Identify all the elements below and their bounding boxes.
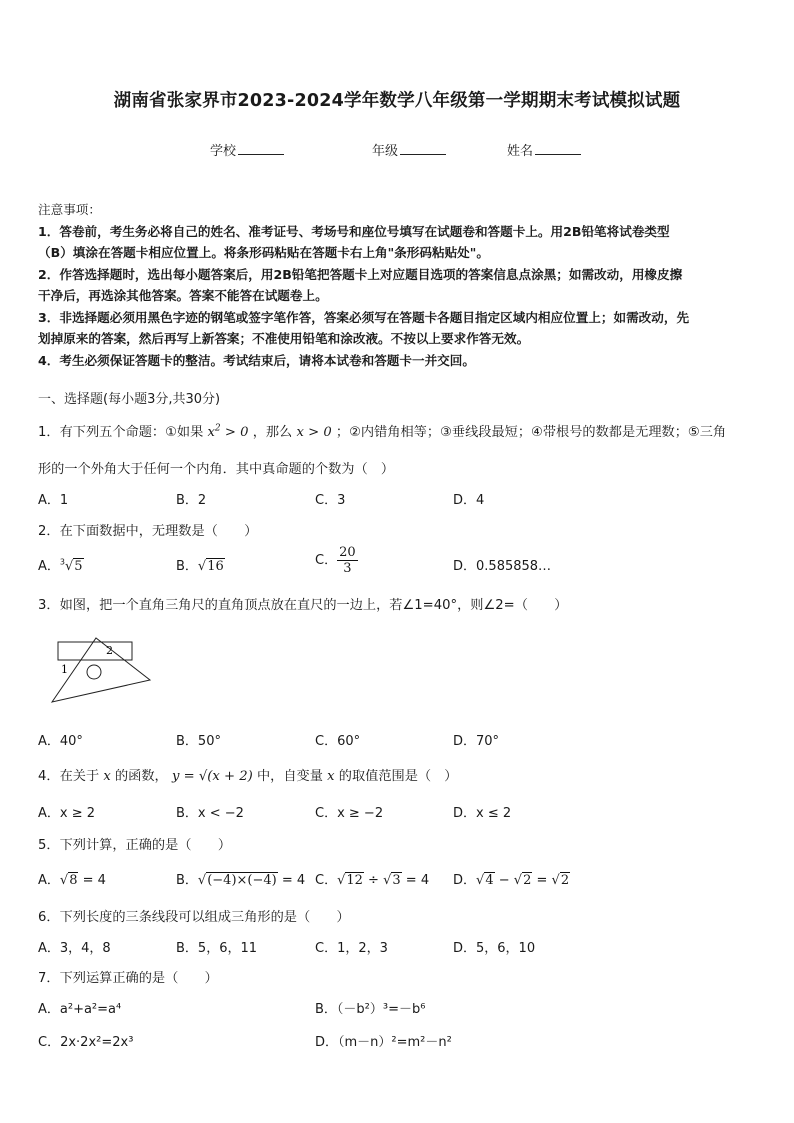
q2-c-fraction — [337, 545, 358, 576]
q6-option-a[interactable]: A．3，4，8 — [38, 941, 111, 956]
q4-stem-d: 的取值范围是（ ） — [338, 769, 458, 784]
q3-option-c[interactable]: C．60° — [315, 734, 361, 749]
q1-option-b[interactable]: B．2 — [176, 493, 207, 508]
q2-a-index: 3 — [59, 557, 65, 567]
q2-d-label: D． — [453, 559, 477, 574]
q2-b-label: B． — [176, 559, 198, 574]
q4-stem-a: 4．在关于 — [38, 769, 100, 784]
notice-item-3: 3．非选择题必须用黑色字迹的钢笔或签字笔作答，答案必须写在答题卡各题目指定区域内相应位置上；如需改动，先 — [38, 309, 690, 325]
name-label: 姓名 — [507, 144, 534, 159]
q7-option-a[interactable]: A．a²+a²=a⁴ — [38, 1002, 122, 1017]
q5-c-radicand-1: 12 — [346, 873, 363, 888]
q4-option-c[interactable]: C．x ≥ −2 — [315, 806, 384, 821]
q7-option-d[interactable]: D．（m－n）²=m²－n² — [315, 1035, 452, 1050]
q5-d-radicand-1: 4 — [485, 873, 494, 888]
q2-option-b[interactable]: B．√16 — [176, 559, 224, 574]
q1-option-a[interactable]: A．1 — [38, 493, 69, 508]
notice-item-1-cont: （B）填涂在答题卡相应位置上。将条形码粘贴在答题卡右上角"条形码粘贴处"。 — [38, 245, 489, 260]
question-3: 3．如图，把一个直角三角尺的直角顶点放在直尺的一边上，若∠1=40°，则∠2=（ ） — [38, 598, 568, 613]
notice-item-3-cont: 划掉原来的答案，然后再写上新答案；不准使用铅笔和涂改液。不按以上要求作答无效。 — [38, 331, 530, 346]
q2-c-label: C． — [315, 553, 338, 568]
q1-stem-b: ，那么 — [252, 425, 293, 440]
q5-d-radicand-3: 2 — [560, 873, 570, 888]
q3-option-d[interactable]: D．70° — [453, 734, 500, 749]
q4-function: y = √(x + 2) — [171, 769, 253, 784]
q5-b-radicand: (−4)×(−4) — [207, 873, 277, 888]
triangle-hole — [87, 665, 101, 679]
section-heading: 一、选择题(每小题3分,共30分) — [38, 392, 221, 407]
q5-option-a[interactable]: A．√8 = 4 — [38, 873, 106, 888]
q1-stem-a: 1．有下列五个命题：①如果 — [38, 425, 204, 440]
q4-stem-b: 的函数， — [114, 769, 168, 784]
q5-a-radicand: 8 — [69, 873, 78, 888]
grade-field — [372, 140, 446, 159]
q4-stem-c: 中，自变量 — [256, 769, 323, 784]
q3-option-a[interactable]: A．40° — [38, 734, 83, 749]
q2-a-radicand: 5 — [74, 559, 83, 574]
q5-d-label: D． — [453, 873, 477, 888]
page-title: 湖南省张家界市2023-2024学年数学八年级第一学期期末考试模拟试题 — [113, 91, 681, 111]
angle-2-label: 2 — [106, 644, 113, 657]
q5-option-d[interactable]: D．√4 − √2 = √2 — [453, 873, 570, 888]
grade-label: 年级 — [372, 144, 399, 159]
q6-option-c[interactable]: C．1，2，3 — [315, 941, 388, 956]
name-blank[interactable] — [535, 141, 581, 155]
q5-d-op: − — [494, 873, 514, 888]
q2-option-a[interactable]: A．$^3$√5 — [38, 557, 83, 574]
q2-c-numerator: 20 — [339, 545, 356, 560]
q2-option-d[interactable] — [453, 555, 551, 574]
q5-b-label: B． — [176, 873, 198, 888]
notice-item-2: 2．作答选择题时，选出每小题答案后，用2B铅笔把答题卡上对应题目选项的答案信息点涂黑；如需改动，用橡皮擦 — [38, 266, 683, 282]
q5-c-radicand-2: 3 — [392, 873, 401, 888]
q7-option-c[interactable]: C．2x·2x²=2x³ — [38, 1035, 134, 1050]
name-field — [507, 140, 581, 159]
q1-option-d[interactable]: D．4 — [453, 493, 485, 508]
q3-option-b[interactable]: B．50° — [176, 734, 221, 749]
q5-a-rest: = 4 — [78, 873, 106, 888]
q1-stem-line2: 形的一个外角大于任何一个内角．其中真命题的个数为（ ） — [38, 462, 395, 477]
q5-c-rest: = 4 — [401, 873, 430, 888]
q5-option-b[interactable]: B．√(−4)×(−4) = 4 — [176, 873, 306, 888]
q4-var-1: x — [103, 769, 111, 784]
q2-d-value: 0.585858… — [476, 559, 552, 574]
q2-a-label: A． — [38, 559, 60, 574]
q5-d-eq: = — [532, 873, 552, 888]
q5-a-label: A． — [38, 873, 60, 888]
q5-d-radicand-2: 2 — [523, 873, 532, 888]
notice-block — [38, 199, 760, 371]
q2-option-c[interactable] — [315, 545, 358, 576]
q4-option-d[interactable]: D．x ≤ 2 — [453, 806, 512, 821]
q5-c-label: C． — [315, 873, 338, 888]
q5-option-c[interactable]: C．√12 ÷ √3 = 4 — [315, 873, 430, 888]
notice-heading: 注意事项： — [38, 202, 101, 217]
q4-var-2: x — [327, 769, 335, 784]
school-blank[interactable] — [238, 141, 284, 155]
question-4 — [38, 765, 760, 784]
question-2: 2．在下面数据中，无理数是（ ） — [38, 524, 258, 539]
question-1 — [38, 421, 760, 440]
notice-item-2-cont: 干净后，再选涂其他答案。答案不能答在试题卷上。 — [38, 288, 328, 303]
q1-concl: x > 0 — [296, 425, 332, 440]
question-5: 5．下列计算，正确的是（ ） — [38, 838, 232, 853]
school-label: 学校 — [210, 144, 237, 159]
grade-blank[interactable] — [400, 141, 446, 155]
question-6: 6．下列长度的三条线段可以组成三角形的是（ ） — [38, 910, 350, 925]
q1-cond: $x^2 > 0$ — [207, 423, 249, 440]
question-7: 7．下列运算正确的是（ ） — [38, 971, 218, 986]
q4-option-b[interactable]: B．x < −2 — [176, 806, 244, 821]
school-field — [210, 140, 284, 159]
notice-item-4: 4．考生必须保证答题卡的整洁。考试结束后，请将本试卷和答题卡一并交回。 — [38, 352, 475, 368]
angle-1-label: 1 — [61, 663, 68, 676]
notice-item-1: 1．答卷前，考生务必将自己的姓名、准考证号、考场号和座位号填写在试题卷和答题卡上。用2B铅笔将试卷类型 — [38, 223, 670, 239]
q4-option-a[interactable]: A．x ≥ 2 — [38, 806, 96, 821]
q3-figure — [48, 632, 158, 712]
q5-b-rest: = 4 — [277, 873, 306, 888]
q2-b-radicand: 16 — [207, 559, 224, 574]
q5-c-op: ÷ — [363, 873, 384, 888]
q2-c-denominator: 3 — [343, 561, 352, 576]
q1-stem-c: ；②内错角相等；③垂线段最短；④带根号的数都是无理数；⑤三角 — [335, 425, 727, 440]
q1-option-c[interactable]: C．3 — [315, 493, 346, 508]
q7-option-b[interactable]: B．（－b²）³=－b⁶ — [315, 1002, 426, 1017]
q6-option-d[interactable]: D．5，6，10 — [453, 941, 536, 956]
q6-option-b[interactable]: B．5，6，11 — [176, 941, 258, 956]
